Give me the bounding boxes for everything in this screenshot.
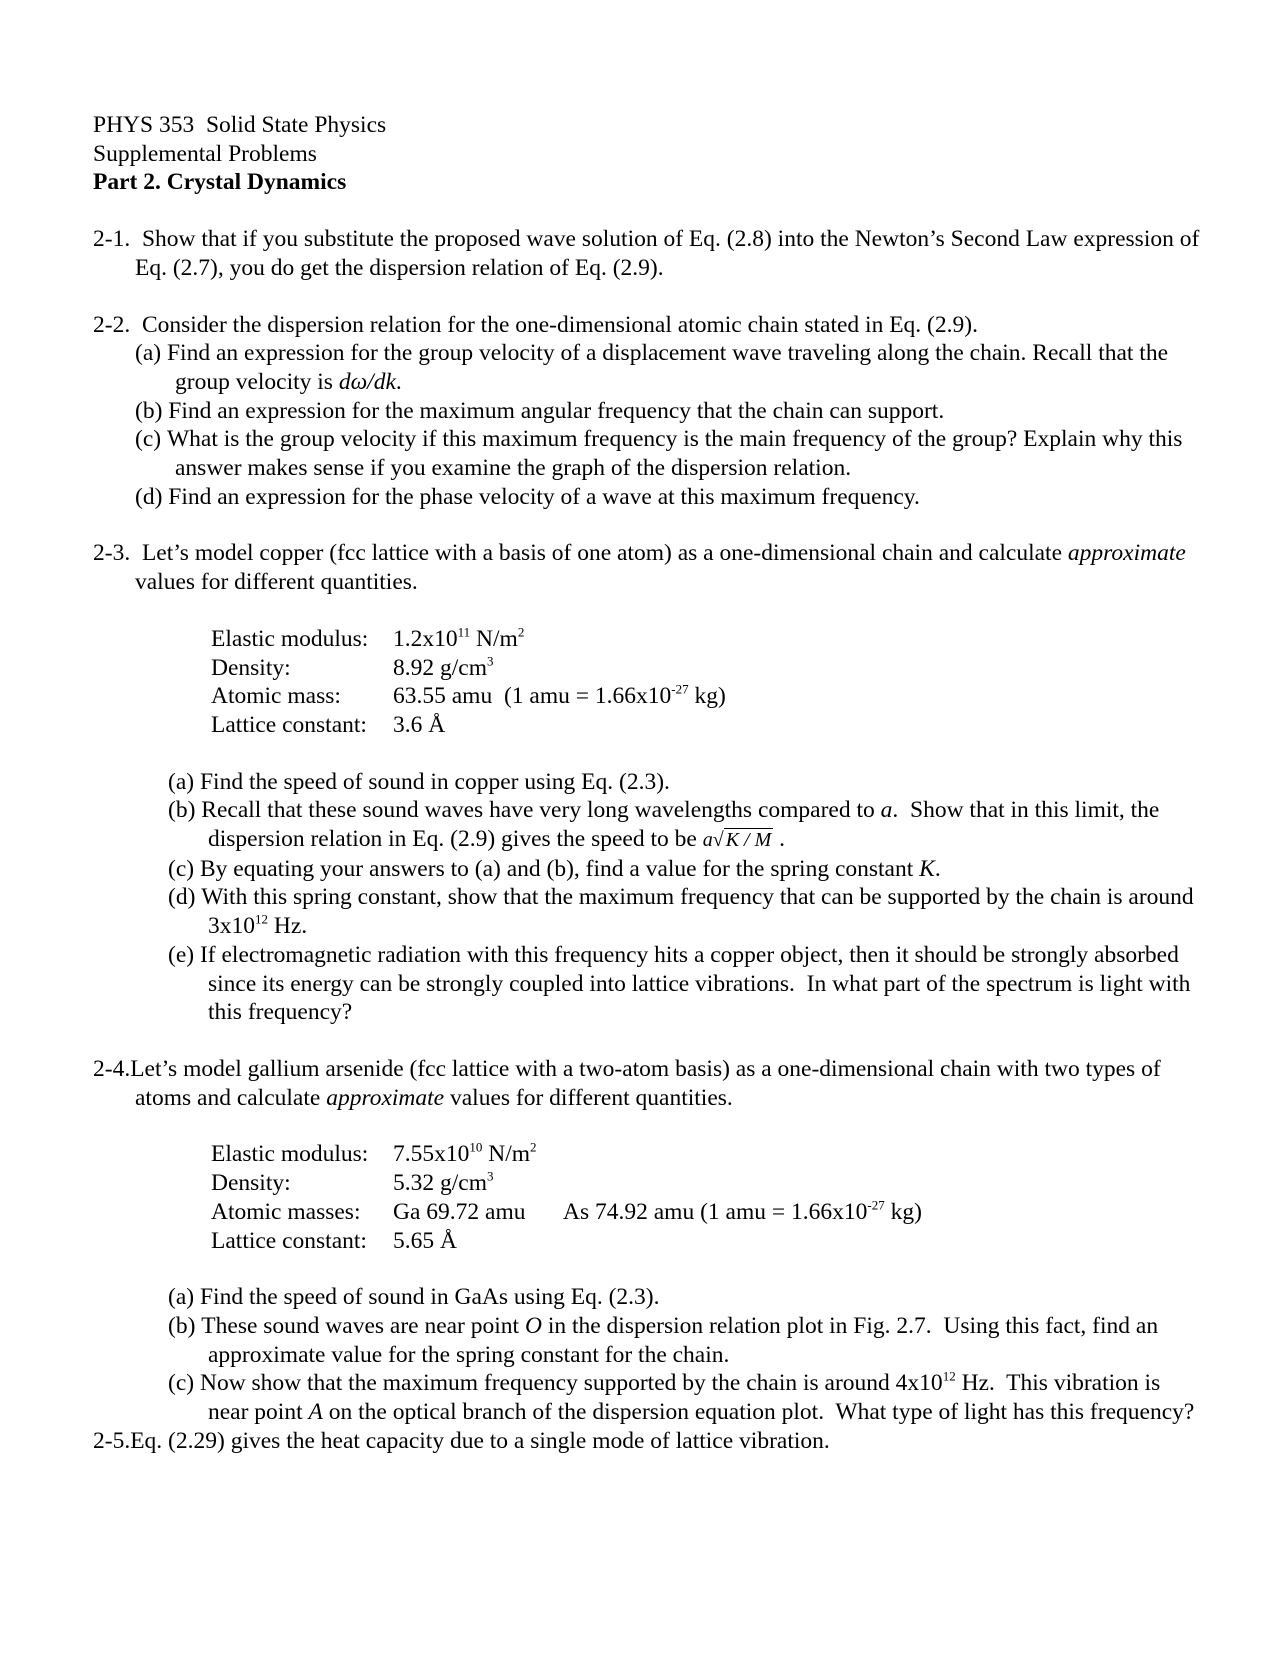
exponent: 3 (487, 652, 494, 668)
subpart-text: Recall that these sound waves have very long wavelengths compared to (201, 797, 881, 824)
property-value: 3.6 Å (393, 711, 446, 738)
property-label: Lattice constant: (211, 1227, 367, 1254)
problem-text: Show that if you substitute the proposed wave solution of Eq. (2.8) into the Newton’s Second Law expression of Eq. (2.7), you do get the dispersion relation of Eq. (2.9). (135, 226, 1200, 281)
subpart-a (93, 1283, 1203, 1312)
exponent: 3 (487, 1168, 494, 1184)
problem-number: 2-1. (93, 226, 131, 253)
property-label: Atomic mass: (211, 683, 341, 710)
problem-text-end: values for different quantities. (444, 1084, 733, 1111)
gaas-properties-table (211, 1140, 922, 1255)
sound-speed-formula (703, 828, 774, 851)
problem-number: 2-4. (93, 1055, 131, 1082)
problem-text: Eq. (2.29) gives the heat capacity due to a single mode of lattice vibration. (130, 1427, 830, 1454)
problem-number: 2-2. (93, 311, 131, 338)
subpart-end: . (773, 826, 785, 853)
problem-2-4 (93, 1055, 1203, 1427)
exponent: 10 (469, 1139, 483, 1155)
problem-2-5 (93, 1427, 1203, 1456)
sqrt-symbol: √ (712, 829, 724, 852)
derivative-expression: dω/dk (338, 368, 396, 395)
unit-exponent: 2 (530, 1139, 537, 1155)
problem-statement (93, 1055, 1203, 1112)
property-row (211, 1198, 922, 1227)
subpart-text: Find the speed of sound in GaAs using Eq. (2.3). (199, 1284, 660, 1311)
part-title: Part 2. Crystal Dynamics (93, 169, 347, 196)
unit-text: N/m (482, 1141, 531, 1168)
subpart-label: (d) (135, 483, 163, 510)
exponent: 11 (457, 624, 471, 640)
property-row (211, 625, 726, 654)
problem-statement (93, 225, 1203, 282)
subpart-end: . (395, 368, 402, 395)
subpart-text: Find an expression for the phase velocity of a wave at this maximum frequency. (168, 483, 920, 510)
problem-text: Let’s model gallium arsenide (fcc lattice with a two-atom basis) as a one-dimensional chain with two types of atoms and calculate (130, 1055, 1161, 1111)
property-row (211, 711, 726, 740)
value-text: 63.55 amu (1 amu = 1.66x10 (393, 683, 672, 710)
problem-2-1 (93, 225, 1203, 282)
property-value-as (563, 1198, 922, 1227)
subpart-label: (d) (168, 884, 196, 911)
property-value (393, 682, 726, 711)
property-row (211, 1227, 922, 1256)
subpart-label: (b) (168, 797, 196, 824)
property-value (393, 1169, 922, 1198)
subpart-text: If electromagnetic radiation with this frequency hits a copper object, then it should be strongly absorbed since its energy can be strongly coupled into lattice vibrations. In what part of the spectrum is light with this frequency? (199, 941, 1197, 1026)
subpart-label: (e) (168, 941, 195, 968)
subpart-text: Find the speed of sound in copper using Eq. (2.3). (199, 768, 670, 795)
subpart-label: (a) (168, 1284, 195, 1311)
subpart-c (93, 1369, 1203, 1426)
value-text: 1.2x10 (393, 625, 458, 652)
property-row (211, 1140, 922, 1169)
subpart-b (93, 1312, 1203, 1369)
copper-properties-table (211, 625, 726, 740)
problem-text: Consider the dispersion relation for the one-dimensional atomic chain stated in Eq. (2.9). (141, 311, 978, 338)
problem-statement (93, 311, 1203, 340)
subpart-text-cont: Hz. This vibration is near point (208, 1370, 1167, 1426)
emphasis: approximate (326, 1084, 445, 1111)
document-subtitle: Supplemental Problems (93, 140, 317, 167)
subpart-c (93, 425, 1203, 482)
problem-statement (93, 539, 1203, 596)
problem-number: 2-5. (93, 1427, 131, 1454)
exponent: 12 (942, 1368, 956, 1384)
problem-text: Let’s model copper (fcc lattice with a basis of one atom) as a one-dimensional chain and calculate (141, 540, 1068, 567)
subpart-label: (b) (168, 1312, 196, 1339)
document-header (93, 111, 1203, 197)
subpart-text-end: on the optical branch of the dispersion equation plot. What type of light has this frequency? (322, 1399, 1195, 1426)
formula-a: a (702, 829, 713, 852)
subpart-text: What is the group velocity if this maximum frequency is the main frequency of the group? Explain why this answer makes sense if you examine the graph of the dispersion relation. (166, 426, 1183, 482)
property-label: Elastic modulus: (211, 625, 369, 652)
property-value: 5.65 Å (393, 1227, 457, 1254)
subpart-text: By equating your answers to (a) and (b), find a value for the spring constant (199, 855, 920, 882)
subpart-text: Find an expression for the maximum angular frequency that the chain can support. (168, 397, 945, 424)
unit-text: N/m (470, 625, 518, 652)
subpart-e (93, 941, 1203, 1027)
unit-text: kg) (688, 683, 726, 710)
subpart-end: . (934, 855, 941, 882)
value-text: 7.55x10 (393, 1141, 470, 1168)
property-label: Density: (211, 654, 291, 681)
property-label: Elastic modulus: (211, 1141, 369, 1168)
subpart-a (93, 339, 1203, 396)
exponent: 12 (255, 911, 268, 927)
value-text: 8.92 g/cm (393, 654, 487, 681)
subpart-d (93, 483, 1203, 512)
document-page (93, 111, 1203, 1455)
subpart-text: Now show that the maximum frequency supported by the chain is around 4x10 (199, 1370, 943, 1397)
subpart-label: (a) (135, 340, 162, 367)
problem-2-2 (93, 311, 1203, 512)
course-title: PHYS 353 Solid State Physics (93, 112, 387, 138)
value-text: 5.32 g/cm (393, 1170, 487, 1197)
subpart-text: With this spring constant, show that the maximum frequency that can be supported by the chain is around 3x10 (201, 884, 1194, 940)
lattice-constant-variable: a (880, 797, 893, 824)
subpart-a (93, 768, 1203, 797)
unit-exponent: 2 (517, 624, 525, 640)
property-label: Lattice constant: (211, 711, 367, 738)
subpart-c (93, 855, 1203, 884)
property-value-ga: Ga 69.72 amu (393, 1198, 526, 1225)
spring-constant-variable: K (919, 855, 935, 882)
subpart-label: (c) (135, 426, 162, 453)
problem-number: 2-3. (93, 540, 131, 567)
property-value (393, 654, 726, 683)
problem-2-3 (93, 539, 1203, 1027)
exponent: -27 (671, 681, 689, 697)
unit-text: kg) (884, 1198, 922, 1225)
emphasis: approximate (1067, 540, 1186, 567)
property-row (211, 1169, 922, 1198)
property-value (393, 625, 726, 654)
subpart-b (93, 397, 1203, 426)
subpart-text-cont: in the dispersion relation plot in Fig. 2.7. Using this fact, find an approximate value for the spring constant for the chain. (208, 1312, 1164, 1368)
subpart-text-cont: . Show that in this limit, the dispersion relation in Eq. (2.9) gives the speed to be (208, 797, 1166, 853)
property-value (393, 1140, 922, 1169)
property-label: Density: (211, 1170, 291, 1197)
property-label: Atomic masses: (211, 1198, 361, 1225)
point-o-variable: O (524, 1312, 542, 1339)
subpart-text-end: Hz. (268, 913, 308, 940)
exponent: -27 (867, 1197, 885, 1213)
property-row (211, 654, 726, 683)
property-row (211, 682, 726, 711)
problem-text-end: values for different quantities. (135, 569, 418, 596)
subpart-label: (c) (168, 1370, 195, 1397)
formula-radicand: K / M (725, 829, 772, 852)
subpart-text: Find an expression for the group velocity of a displacement wave traveling along the chain. Recall that the group velocity is (166, 340, 1169, 395)
subpart-label: (c) (168, 855, 195, 882)
subpart-text: These sound waves are near point (201, 1312, 525, 1339)
point-a-variable: A (308, 1399, 323, 1426)
subpart-label: (b) (135, 397, 163, 424)
subpart-d (93, 883, 1203, 940)
subpart-b (93, 796, 1203, 854)
value-text: As 74.92 amu (1 amu = 1.66x10 (563, 1198, 868, 1225)
subpart-label: (a) (168, 768, 195, 795)
problem-statement (93, 1427, 1203, 1456)
